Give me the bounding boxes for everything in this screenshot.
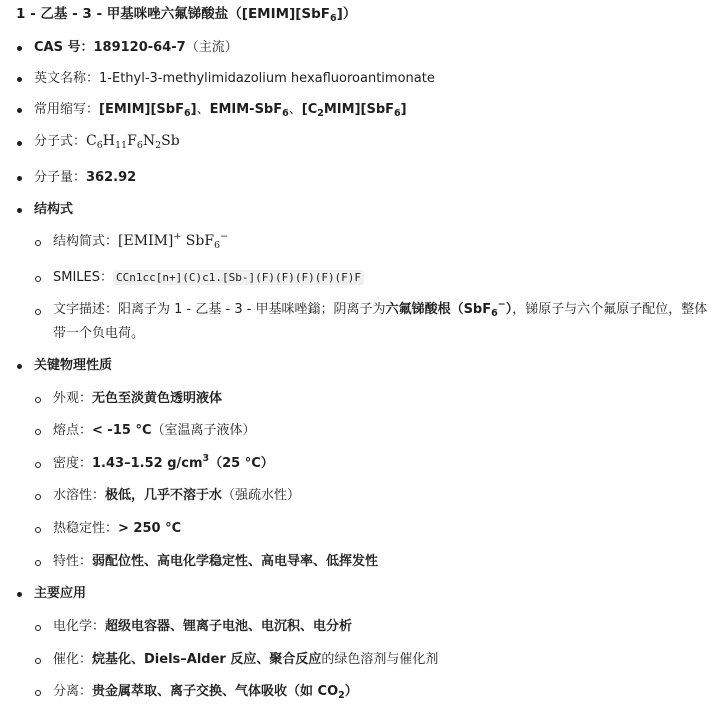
english-name-value: 1-Ethyl-3-methylimidazolium hexafluoroantimonate <box>99 71 435 86</box>
formula-label: 分子式： <box>34 134 87 149</box>
molecular-weight-item <box>34 168 136 187</box>
traits-label: 特性： <box>53 554 93 569</box>
applications-heading <box>34 584 86 603</box>
smiles-item <box>53 268 364 287</box>
bullet-hollow-icon <box>35 240 41 246</box>
description-text-end: ，锑原子与六个氟原子配位，整体带一个负电荷。 <box>53 302 708 341</box>
bullet-icon <box>17 364 22 369</box>
water-value: 极低，几乎不溶于水 <box>105 488 223 503</box>
cat-value: 烷基化、Diels–Alder 反应、聚合反应 <box>92 652 322 667</box>
separation-item <box>53 682 358 701</box>
density-item <box>53 454 274 473</box>
catalysis-item <box>53 650 438 669</box>
description-anion: 六氟锑酸根（SbF$_6$−） <box>385 299 513 319</box>
page-title <box>16 5 356 24</box>
bullet-icon <box>17 141 22 146</box>
cas-note: （主流） <box>185 40 238 55</box>
bullet-hollow-icon <box>35 527 41 533</box>
cas-item <box>34 38 238 57</box>
thermal-label: 热稳定性： <box>53 521 119 536</box>
cat-label: 催化： <box>53 652 93 667</box>
appearance-value: 无色至淡黄色透明液体 <box>92 391 223 406</box>
description-label: 文字描述： <box>53 302 119 317</box>
structure-heading-text: 结构式 <box>34 202 74 217</box>
water-note: （强疏水性） <box>222 488 301 503</box>
abbreviations-item <box>34 100 407 119</box>
mw-value: 362.92 <box>86 170 137 185</box>
traits-value: 弱配位性、高电化学稳定性、高电导率、低挥发性 <box>92 554 379 569</box>
appearance-item <box>53 389 222 408</box>
separator: 、 <box>288 102 302 117</box>
formula-value: $C_6H_{11}F_6N_2Sb$ <box>86 133 180 151</box>
abbreviation-1: [EMIM][SbF$_6$] <box>99 102 197 119</box>
thermal-stability-item <box>53 519 181 538</box>
bullet-icon <box>17 108 22 113</box>
density-value: 1.43–1.52 $g/cm^3(25$ °C） <box>92 453 274 471</box>
bullet-icon <box>17 77 22 82</box>
bullet-hollow-icon <box>35 658 41 664</box>
mw-label: 分子量： <box>34 170 87 185</box>
smiles-code: CCn1cc[n+](C)c1.[Sb-](F)(F)(F)(F)(F)F <box>113 270 364 285</box>
structure-description-item <box>53 298 710 346</box>
bullet-hollow-icon <box>35 429 41 435</box>
structure-short-item <box>53 232 228 251</box>
cas-label: CAS 号： <box>34 40 94 55</box>
bullet-hollow-icon <box>35 494 41 500</box>
structure-short-label: 结构简式： <box>53 234 119 249</box>
bullet-hollow-icon <box>35 625 41 631</box>
electrochemistry-item <box>53 617 352 636</box>
abbreviations-label: 常用缩写： <box>34 102 100 117</box>
english-name-label: 英文名称： <box>34 71 100 86</box>
bullet-hollow-icon <box>35 690 41 696</box>
electro-value: 超级电容器、锂离子电池、电沉积、电分析 <box>105 619 353 634</box>
bullet-hollow-icon <box>35 462 41 468</box>
mp-note: （室温离子液体） <box>151 423 256 438</box>
bullet-icon <box>17 208 22 213</box>
abbreviation-2: EMIM-SbF$_6$ <box>209 102 289 119</box>
structure-heading <box>34 200 73 219</box>
water-label: 水溶性： <box>53 488 106 503</box>
sep-value: 贵金属萃取、离子交换、气体吸收（如 $CO_2$） <box>92 684 358 701</box>
cat-note: 的绿色溶剂与催化剂 <box>321 652 439 667</box>
smiles-label: SMILES： <box>53 270 114 285</box>
bullet-hollow-icon <box>35 309 41 315</box>
english-name-item <box>34 69 435 88</box>
formula-item <box>34 132 180 151</box>
title-subscript: 6 <box>330 13 337 24</box>
bullet-hollow-icon <box>35 560 41 566</box>
separator: 、 <box>196 102 210 117</box>
bullet-icon <box>17 176 22 181</box>
abbreviation-3: $[C_2MIM][SbF_6]$ <box>301 102 407 119</box>
melting-point-item <box>53 421 256 440</box>
mp-label: 熔点： <box>53 423 93 438</box>
description-text: 阳离子为 1 - 乙基 - 3 - 甲基咪唑鎓；阴离子为 <box>118 302 386 317</box>
bullet-hollow-icon <box>35 397 41 403</box>
applications-heading-text: 主要应用 <box>34 586 87 601</box>
mp-value: < -15 °C <box>92 423 152 438</box>
bullet-icon <box>17 46 22 51</box>
electro-label: 电化学： <box>53 619 106 634</box>
bullet-icon <box>17 592 22 597</box>
properties-heading-text: 关键物理性质 <box>34 358 113 373</box>
title-text: 1 - 乙基 - 3 - 甲基咪唑六氟锑酸盐（[EMIM][SbF <box>16 6 331 22</box>
properties-heading <box>34 356 112 375</box>
structure-short-formula: [EMIM]+ SbF$_6$− <box>118 231 229 251</box>
water-solubility-item <box>53 486 300 505</box>
cas-value: 189120-64-7 <box>93 40 186 55</box>
title-text-end: ]） <box>336 6 357 22</box>
bullet-hollow-icon <box>35 276 41 282</box>
appearance-label: 外观： <box>53 391 93 406</box>
thermal-value: > 250 °C <box>118 521 182 536</box>
density-label: 密度： <box>53 456 93 471</box>
traits-item <box>53 552 378 571</box>
sep-label: 分离： <box>53 684 93 699</box>
